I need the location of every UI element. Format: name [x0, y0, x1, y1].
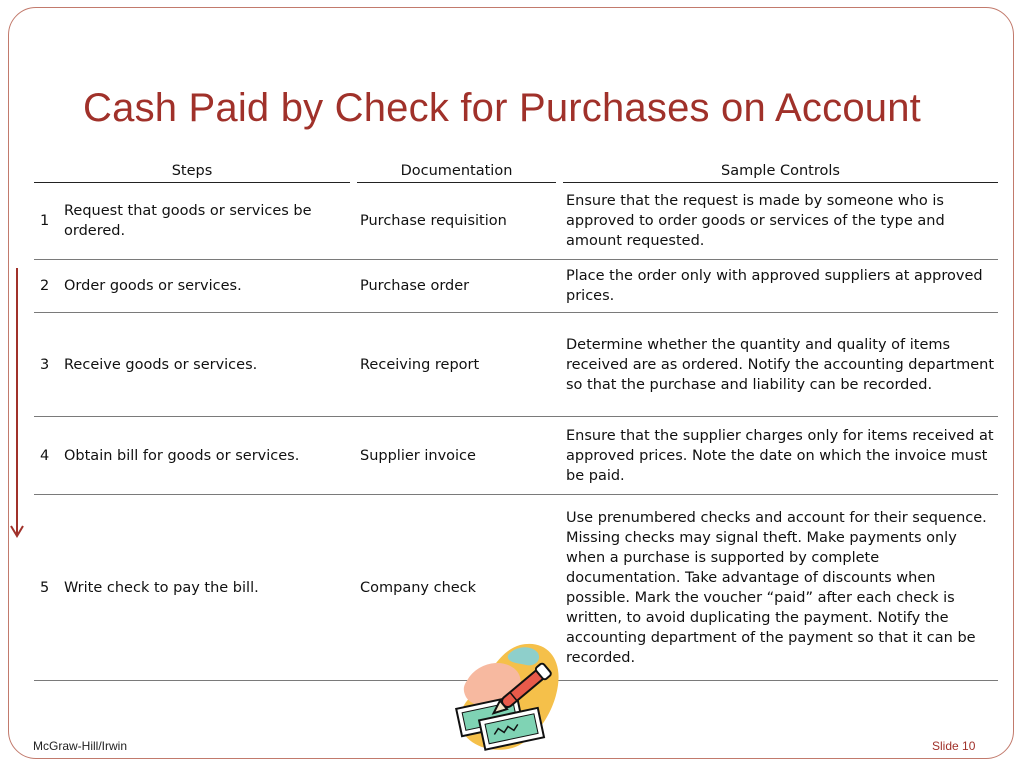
- table-row: [34, 417, 998, 495]
- step-text: Order goods or services.: [64, 278, 242, 294]
- table-row: [34, 313, 998, 417]
- control-text: Determine whether the quantity and quality of items received are as ordered. Notify the accounting department so that the purchase and liability can be recorded.: [566, 336, 995, 393]
- step-number: 4: [40, 447, 50, 464]
- control-text: Ensure that the supplier charges only for items received at approved prices. Note the date on which the invoice must be paid.: [566, 427, 994, 484]
- control-text: Place the order only with approved suppliers at approved prices.: [566, 268, 983, 304]
- control-text: Use prenumbered checks and account for their sequence. Missing checks may signal theft. Make payments only when a purchase is supported by complete documentation. Take advantage of discounts when possible. Mark the voucher “paid” after each check is written, to avoid duplicating the payment. Notify the accounting department of the payment so that it can be recorded.: [566, 509, 987, 666]
- step-number: 3: [40, 356, 50, 373]
- step-number: 5: [40, 579, 50, 596]
- step-number: 1: [40, 213, 50, 229]
- step-text: Write check to pay the bill.: [64, 579, 259, 596]
- documentation-text: Purchase requisition: [360, 213, 507, 229]
- documentation-text: Supplier invoice: [360, 447, 476, 464]
- check-and-pen-clipart-icon: [450, 637, 565, 753]
- step-text: Request that goods or services be ordered.: [64, 203, 312, 239]
- footer-publisher: McGraw-Hill/Irwin: [33, 739, 127, 753]
- table-row: [34, 260, 998, 313]
- table-row: [34, 183, 998, 260]
- header-steps: Steps: [34, 162, 350, 183]
- header-documentation: Documentation: [357, 162, 556, 183]
- down-arrow-icon: [10, 268, 24, 540]
- slide-number: Slide 10: [932, 739, 976, 753]
- step-text: Receive goods or services.: [64, 356, 258, 373]
- slide-title: Cash Paid by Check for Purchases on Account: [83, 86, 921, 130]
- step-number: 2: [40, 278, 50, 294]
- step-text: Obtain bill for goods or services.: [64, 447, 300, 464]
- documentation-text: Receiving report: [360, 356, 480, 373]
- header-sample-controls: Sample Controls: [563, 162, 998, 183]
- documentation-text: Purchase order: [360, 278, 470, 294]
- control-text: Ensure that the request is made by someone who is approved to order goods or services of the type and amount requested.: [566, 193, 945, 249]
- documentation-text: Company check: [360, 579, 477, 596]
